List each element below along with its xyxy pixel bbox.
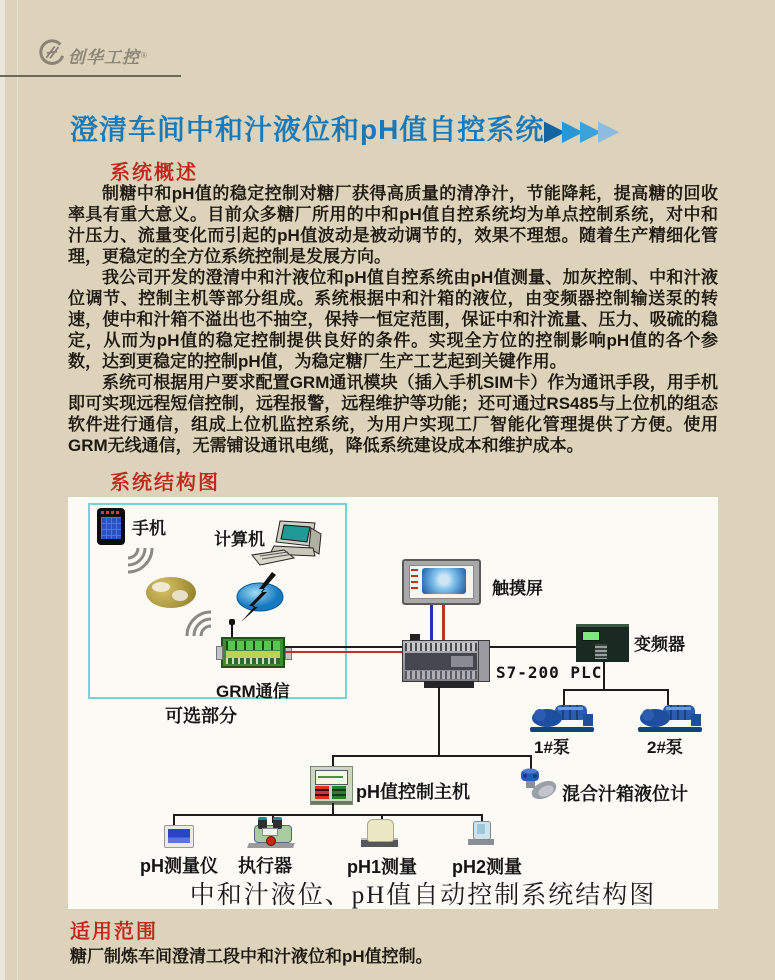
phone-speaker-dots	[101, 511, 121, 514]
grm-board-strip	[226, 651, 280, 658]
grm-plc-link-line	[285, 646, 403, 648]
touchscreen-icon	[402, 559, 481, 605]
grm-plc-link-line-red	[285, 651, 403, 653]
inverter-label: 变频器	[634, 635, 685, 654]
title-arrow-icon: ▶	[598, 115, 617, 145]
registered-mark: ®	[141, 51, 147, 60]
page-title-text: 澄清车间中和汁液位和pH值自控系统	[70, 114, 545, 145]
ph-controller-icon	[310, 766, 353, 805]
touchscreen-label: 触摸屏	[492, 579, 543, 598]
actuator-label: 执行器	[238, 856, 292, 876]
overview-paragraph-1: 制糖中和pH值的稳定控制对糖厂获得高质量的清净汁，节能降耗，提高糖的回收率具有重大意义。目前众多糖厂所用的中和pH值自控系统均为单点控制系统，对中和汁压力、流量变化而引起的pH值波动是被动调节的，效果不理想。随着生产精细化管理，更稳定的全方位系统控制是发展方向。	[68, 184, 718, 266]
ph-meter-label: pH测量仪	[140, 856, 218, 876]
title-arrow-icon: ▶	[544, 115, 563, 145]
grm-antenna	[231, 623, 233, 637]
mobile-phone-icon	[97, 508, 125, 545]
inverter-icon	[576, 624, 629, 662]
page-title	[70, 108, 616, 148]
ph2-label: pH2测量	[452, 857, 523, 877]
ph-controller-label: pH值控制主机	[356, 782, 470, 802]
page-left-edge	[0, 0, 5, 980]
header-rule	[0, 75, 181, 77]
section-heading-scope: 适用范围	[70, 921, 158, 943]
plc-icon	[402, 640, 490, 682]
lightning-icon	[234, 571, 288, 628]
grm-label: GRM通信	[216, 682, 290, 701]
company-logo-text: 创华工控	[68, 48, 140, 67]
pump2-label: 2#泵	[647, 738, 683, 757]
touchscreen-image	[422, 568, 466, 594]
level-gauge-label: 混合汁箱液位计	[562, 784, 688, 804]
touchscreen-wire-blue	[430, 605, 433, 641]
actuator-plate	[262, 828, 278, 836]
plc-bottom-module	[424, 681, 474, 688]
ph2-screen	[477, 824, 485, 834]
computer-icon	[250, 519, 328, 572]
overview-paragraphs	[68, 183, 718, 456]
pump-bus-line	[563, 689, 669, 691]
plc-panel-inset	[451, 656, 473, 667]
section-heading-structure: 系统结构图	[110, 472, 220, 494]
level-gauge-icon	[517, 768, 563, 806]
title-arrow-icon: ▶	[562, 115, 581, 145]
title-arrow-icon: ▶	[580, 115, 599, 145]
company-logo	[36, 38, 147, 73]
ph2-sensor-icon	[468, 821, 494, 845]
touchscreen-wire-red	[442, 605, 445, 641]
ph-controller-screen	[315, 770, 348, 785]
ph1-body	[367, 819, 394, 842]
ph-meter-icon	[164, 825, 194, 848]
ph1-sensor-icon	[361, 819, 398, 847]
main-bus-line	[332, 755, 532, 757]
plc-down-line	[438, 687, 440, 757]
phone-label: 手机	[132, 519, 166, 538]
inverter-vent	[595, 644, 607, 659]
grm-board-strip	[226, 641, 280, 650]
ph-meter-screen	[168, 829, 190, 843]
actuator-icon	[246, 817, 298, 848]
overview-paragraph-3: 系统可根据用户要求配置GRM通讯模块（插入手机SIM卡）作为通讯手段，用手机即可实现远程短信控制，远程报警，远程维护等功能；还可通过RS485与上位机的组态软件进行通信，组成上位机监控系统，为用户实现工厂智能化管理提供了方便。使用GRM无线通信，无需铺设通讯电缆，降低系统建设成本和维护成本。	[68, 373, 718, 455]
inverter-down-line	[603, 662, 605, 691]
actuator-handwheel	[266, 836, 276, 846]
wireless-waves-icon	[180, 603, 214, 644]
page-left-divider	[17, 0, 18, 980]
diagram-caption: 中和汁液位、pH值自动控制系统结构图	[189, 882, 657, 909]
plc-terminal-row	[405, 671, 477, 679]
grm-mount-tab	[216, 646, 223, 660]
section-heading-overview: 系统概述	[110, 162, 198, 184]
ph-controller-keypad	[332, 786, 346, 799]
sensor-bus-line	[173, 814, 483, 816]
ph-controller-led-digits	[315, 786, 329, 799]
system-structure-diagram	[68, 497, 718, 909]
ph1-label: pH1测量	[347, 857, 418, 877]
optional-part-label: 可选部分	[165, 706, 237, 726]
plc-label: S7-200 PLC	[496, 663, 603, 682]
grm-module-icon	[221, 637, 285, 668]
globe-continent	[152, 582, 170, 592]
scope-text: 糖厂制炼车间澄清工段中和汁液位和pH值控制。	[70, 947, 433, 966]
overview-paragraph-2: 我公司开发的澄清中和汁液位和pH值自控系统由pH值测量、加灰控制、中和汁液位调节、控制主机等部分组成。系统根据中和汁箱的液位，由变频器控制输送泵的转速，使中和汁箱不溢出也不抽空，保持一恒定范围，保证中和汁流量、压力、吸硫的稳定，从而为pH值的稳定控制提供良好的条件。实现全方位的控制影响pH值的各个参数，达到更稳定的控制pH值，为稳定糖厂生产工艺起到关键作用。	[68, 268, 718, 371]
company-logo-icon	[36, 38, 66, 73]
globe-continent	[172, 590, 188, 601]
touchscreen-menu-ticks	[411, 569, 418, 593]
plc-terminal-row	[405, 643, 477, 651]
grm-terminals	[226, 658, 280, 664]
computer-label: 计算机	[214, 530, 265, 549]
pump1-label: 1#泵	[534, 738, 570, 757]
inverter-lcd	[582, 631, 600, 641]
plc-end-cap	[478, 641, 489, 681]
grm-mount-tab	[285, 646, 292, 660]
phone-screen	[101, 517, 121, 539]
plc-inverter-line	[490, 646, 576, 648]
